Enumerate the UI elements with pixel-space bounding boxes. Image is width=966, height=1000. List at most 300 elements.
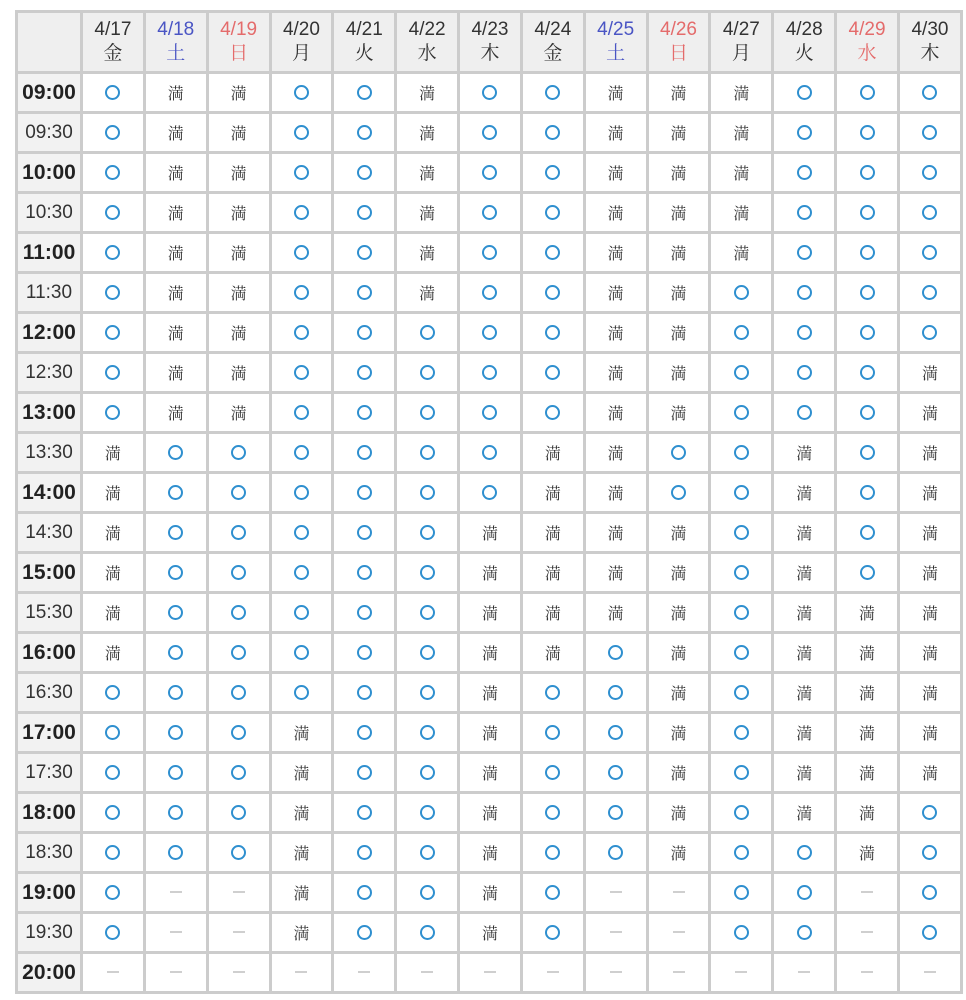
slot-available[interactable] — [334, 74, 397, 114]
slot-available[interactable] — [83, 74, 146, 114]
slot-available[interactable] — [523, 154, 586, 194]
date-label: 4/28 — [785, 19, 823, 40]
slot-full — [146, 154, 209, 194]
slot-full — [774, 794, 837, 834]
slot-available[interactable] — [83, 274, 146, 314]
slot-available[interactable] — [334, 634, 397, 674]
slot-available[interactable] — [460, 274, 523, 314]
slot-available[interactable] — [711, 554, 774, 594]
slot-available[interactable] — [334, 314, 397, 354]
timeslot-row — [18, 234, 963, 274]
slot-full — [209, 274, 272, 314]
slot-available[interactable] — [711, 714, 774, 754]
slot-unavailable — [397, 954, 460, 994]
slot-available[interactable] — [83, 674, 146, 714]
slot-available[interactable] — [523, 714, 586, 754]
slot-available[interactable] — [523, 794, 586, 834]
slot-available[interactable] — [397, 394, 460, 434]
slot-available[interactable] — [460, 114, 523, 154]
available-circle-icon — [231, 805, 246, 820]
slot-available[interactable] — [209, 834, 272, 874]
slot-full — [209, 234, 272, 274]
full-label: 満 — [796, 486, 813, 503]
full-label: 満 — [293, 886, 310, 903]
slot-available[interactable] — [397, 714, 460, 754]
slot-available[interactable] — [397, 874, 460, 914]
slot-available[interactable] — [711, 674, 774, 714]
slot-available[interactable] — [837, 554, 900, 594]
slot-available[interactable] — [774, 394, 837, 434]
date-header-row — [18, 13, 963, 74]
full-label: 満 — [293, 846, 310, 863]
slot-available[interactable] — [711, 634, 774, 674]
slot-full — [83, 474, 146, 514]
slot-available[interactable] — [837, 114, 900, 154]
dash-icon — [673, 971, 685, 973]
slot-full — [649, 554, 712, 594]
slot-unavailable — [774, 954, 837, 994]
slot-available[interactable] — [900, 74, 963, 114]
slot-unavailable — [209, 914, 272, 954]
slot-available[interactable] — [83, 714, 146, 754]
full-label: 満 — [859, 646, 876, 663]
slot-full — [649, 514, 712, 554]
slot-available[interactable] — [334, 874, 397, 914]
slot-available[interactable] — [146, 634, 209, 674]
dash-icon — [170, 971, 182, 973]
slot-available[interactable] — [523, 234, 586, 274]
slot-available[interactable] — [209, 674, 272, 714]
available-circle-icon — [294, 685, 309, 700]
slot-available[interactable] — [460, 234, 523, 274]
slot-available[interactable] — [397, 594, 460, 634]
full-label: 満 — [796, 526, 813, 543]
slot-available[interactable] — [523, 874, 586, 914]
slot-full — [649, 834, 712, 874]
slot-available[interactable] — [711, 834, 774, 874]
slot-available[interactable] — [586, 714, 649, 754]
slot-available[interactable] — [523, 674, 586, 714]
slot-available[interactable] — [83, 754, 146, 794]
full-label: 満 — [419, 86, 436, 103]
full-label: 満 — [481, 886, 498, 903]
slot-available[interactable] — [837, 154, 900, 194]
slot-available[interactable] — [146, 554, 209, 594]
full-label: 満 — [419, 126, 436, 143]
slot-available[interactable] — [460, 74, 523, 114]
slot-available[interactable] — [334, 754, 397, 794]
slot-available[interactable] — [334, 434, 397, 474]
slot-available[interactable] — [649, 434, 712, 474]
time-label: 13:30 — [18, 434, 83, 474]
slot-available[interactable] — [586, 674, 649, 714]
slot-full — [397, 74, 460, 114]
full-label: 満 — [167, 286, 184, 303]
available-circle-icon — [357, 485, 372, 500]
slot-available[interactable] — [272, 594, 335, 634]
slot-available[interactable] — [209, 634, 272, 674]
slot-available[interactable] — [649, 474, 712, 514]
full-label: 満 — [607, 126, 624, 143]
available-circle-icon — [420, 445, 435, 460]
slot-full — [460, 594, 523, 634]
slot-available[interactable] — [272, 434, 335, 474]
slot-available[interactable] — [334, 834, 397, 874]
slot-available[interactable] — [774, 194, 837, 234]
slot-available[interactable] — [774, 354, 837, 394]
slot-full — [586, 314, 649, 354]
slot-available[interactable] — [711, 434, 774, 474]
slot-available[interactable] — [711, 594, 774, 634]
slot-available[interactable] — [586, 754, 649, 794]
slot-available[interactable] — [83, 874, 146, 914]
slot-full — [649, 634, 712, 674]
slot-full — [900, 554, 963, 594]
full-label: 満 — [104, 486, 121, 503]
slot-available[interactable] — [334, 674, 397, 714]
slot-available[interactable] — [334, 394, 397, 434]
slot-available[interactable] — [460, 194, 523, 234]
slot-available[interactable] — [334, 274, 397, 314]
weekday-label: 金 — [103, 43, 123, 64]
timeslot-row — [18, 674, 963, 714]
slot-full — [397, 154, 460, 194]
slot-available[interactable] — [334, 474, 397, 514]
slot-available[interactable] — [272, 194, 335, 234]
slot-available[interactable] — [523, 274, 586, 314]
slot-available[interactable] — [83, 794, 146, 834]
slot-available[interactable] — [397, 914, 460, 954]
full-label: 満 — [419, 166, 436, 183]
available-circle-icon — [357, 165, 372, 180]
slot-available[interactable] — [272, 314, 335, 354]
slot-available[interactable] — [83, 834, 146, 874]
full-label: 満 — [481, 846, 498, 863]
full-label: 満 — [104, 446, 121, 463]
slot-available[interactable] — [900, 914, 963, 954]
slot-full — [146, 74, 209, 114]
slot-available[interactable] — [146, 514, 209, 554]
slot-available[interactable] — [209, 794, 272, 834]
slot-full — [837, 834, 900, 874]
slot-available[interactable] — [523, 74, 586, 114]
full-label: 満 — [544, 446, 561, 463]
slot-available[interactable] — [209, 474, 272, 514]
slot-available[interactable] — [837, 514, 900, 554]
slot-available[interactable] — [209, 714, 272, 754]
slot-available[interactable] — [334, 914, 397, 954]
slot-full — [272, 874, 335, 914]
available-circle-icon — [545, 285, 560, 300]
slot-full — [272, 714, 335, 754]
slot-available[interactable] — [334, 234, 397, 274]
slot-available[interactable] — [523, 314, 586, 354]
slot-full — [397, 114, 460, 154]
slot-available[interactable] — [397, 354, 460, 394]
slot-available[interactable] — [146, 594, 209, 634]
full-label: 満 — [481, 566, 498, 583]
slot-available[interactable] — [837, 354, 900, 394]
timeslot-row — [18, 274, 963, 314]
slot-available[interactable] — [83, 194, 146, 234]
available-circle-icon — [860, 365, 875, 380]
slot-available[interactable] — [711, 754, 774, 794]
slot-available[interactable] — [523, 114, 586, 154]
slot-available[interactable] — [397, 474, 460, 514]
slot-available[interactable] — [774, 274, 837, 314]
slot-available[interactable] — [523, 914, 586, 954]
slot-available[interactable] — [146, 754, 209, 794]
available-circle-icon — [168, 645, 183, 660]
full-label: 満 — [607, 86, 624, 103]
slot-available[interactable] — [397, 314, 460, 354]
slot-available[interactable] — [146, 794, 209, 834]
slot-unavailable — [649, 914, 712, 954]
full-label: 満 — [733, 206, 750, 223]
slot-available[interactable] — [334, 154, 397, 194]
slot-available[interactable] — [272, 474, 335, 514]
dash-icon — [295, 971, 307, 973]
slot-available[interactable] — [774, 234, 837, 274]
slot-available[interactable] — [523, 354, 586, 394]
slot-available[interactable] — [900, 154, 963, 194]
slot-available[interactable] — [209, 754, 272, 794]
time-label: 20:00 — [18, 954, 83, 994]
slot-available[interactable] — [334, 354, 397, 394]
slot-available[interactable] — [900, 314, 963, 354]
time-label: 17:00 — [18, 714, 83, 754]
slot-available[interactable] — [774, 154, 837, 194]
available-circle-icon — [734, 845, 749, 860]
slot-available[interactable] — [900, 794, 963, 834]
slot-available[interactable] — [837, 394, 900, 434]
slot-full — [586, 274, 649, 314]
slot-full — [649, 114, 712, 154]
slot-available[interactable] — [774, 114, 837, 154]
full-label: 満 — [796, 566, 813, 583]
slot-available[interactable] — [397, 754, 460, 794]
slot-available[interactable] — [83, 154, 146, 194]
dash-icon — [861, 971, 873, 973]
slot-available[interactable] — [209, 554, 272, 594]
available-circle-icon — [420, 765, 435, 780]
slot-available[interactable] — [272, 154, 335, 194]
slot-available[interactable] — [397, 794, 460, 834]
slot-available[interactable] — [460, 434, 523, 474]
full-label: 満 — [670, 526, 687, 543]
available-circle-icon — [482, 165, 497, 180]
slot-available[interactable] — [146, 714, 209, 754]
slot-available[interactable] — [711, 514, 774, 554]
slot-available[interactable] — [83, 914, 146, 954]
slot-available[interactable] — [334, 714, 397, 754]
full-label: 満 — [544, 486, 561, 503]
time-label: 11:00 — [18, 234, 83, 274]
slot-available[interactable] — [460, 154, 523, 194]
slot-available[interactable] — [837, 274, 900, 314]
available-circle-icon — [105, 365, 120, 380]
available-circle-icon — [860, 325, 875, 340]
slot-full — [460, 754, 523, 794]
timeslot-row — [18, 514, 963, 554]
availability-table — [15, 10, 963, 994]
slot-available[interactable] — [711, 354, 774, 394]
slot-available[interactable] — [711, 474, 774, 514]
available-circle-icon — [357, 525, 372, 540]
slot-available[interactable] — [334, 194, 397, 234]
slot-available[interactable] — [334, 794, 397, 834]
slot-available[interactable] — [900, 874, 963, 914]
slot-available[interactable] — [209, 594, 272, 634]
slot-available[interactable] — [83, 354, 146, 394]
full-label: 満 — [670, 366, 687, 383]
slot-available[interactable] — [711, 874, 774, 914]
slot-available[interactable] — [774, 834, 837, 874]
slot-available[interactable] — [900, 274, 963, 314]
slot-available[interactable] — [837, 74, 900, 114]
slot-available[interactable] — [209, 514, 272, 554]
slot-available[interactable] — [272, 274, 335, 314]
slot-available[interactable] — [837, 434, 900, 474]
slot-available[interactable] — [83, 314, 146, 354]
slot-available[interactable] — [397, 834, 460, 874]
available-circle-icon — [357, 645, 372, 660]
full-label: 満 — [859, 846, 876, 863]
slot-full — [900, 634, 963, 674]
slot-available[interactable] — [460, 394, 523, 434]
slot-available[interactable] — [397, 514, 460, 554]
slot-available[interactable] — [900, 114, 963, 154]
available-circle-icon — [420, 725, 435, 740]
slot-available[interactable] — [586, 634, 649, 674]
slot-available[interactable] — [272, 634, 335, 674]
full-label: 満 — [167, 246, 184, 263]
slot-available[interactable] — [83, 114, 146, 154]
slot-available[interactable] — [837, 194, 900, 234]
date-header-4-25 — [586, 13, 649, 74]
slot-available[interactable] — [272, 394, 335, 434]
slot-unavailable — [586, 954, 649, 994]
available-circle-icon — [357, 765, 372, 780]
slot-available[interactable] — [83, 234, 146, 274]
slot-available[interactable] — [460, 354, 523, 394]
slot-available[interactable] — [397, 554, 460, 594]
available-circle-icon — [231, 525, 246, 540]
slot-available[interactable] — [146, 834, 209, 874]
slot-available[interactable] — [523, 834, 586, 874]
slot-available[interactable] — [83, 394, 146, 434]
available-circle-icon — [482, 245, 497, 260]
slot-available[interactable] — [397, 434, 460, 474]
slot-available[interactable] — [711, 794, 774, 834]
slot-full — [649, 354, 712, 394]
slot-available[interactable] — [711, 914, 774, 954]
available-circle-icon — [294, 325, 309, 340]
slot-available[interactable] — [523, 394, 586, 434]
slot-available[interactable] — [900, 834, 963, 874]
slot-available[interactable] — [146, 674, 209, 714]
slot-available[interactable] — [837, 314, 900, 354]
available-circle-icon — [860, 485, 875, 500]
available-circle-icon — [797, 245, 812, 260]
slot-available[interactable] — [334, 594, 397, 634]
slot-available[interactable] — [209, 434, 272, 474]
full-label: 満 — [733, 126, 750, 143]
slot-available[interactable] — [272, 114, 335, 154]
available-circle-icon — [922, 245, 937, 260]
full-label: 満 — [921, 686, 938, 703]
slot-available[interactable] — [774, 314, 837, 354]
dash-icon — [170, 891, 182, 893]
weekday-label: 水 — [857, 43, 877, 64]
slot-available[interactable] — [272, 354, 335, 394]
slot-available[interactable] — [334, 514, 397, 554]
slot-full — [209, 114, 272, 154]
available-circle-icon — [545, 85, 560, 100]
slot-available[interactable] — [460, 314, 523, 354]
slot-full — [900, 594, 963, 634]
slot-available[interactable] — [272, 234, 335, 274]
slot-full — [146, 234, 209, 274]
available-circle-icon — [420, 645, 435, 660]
available-circle-icon — [294, 565, 309, 580]
full-label: 満 — [607, 446, 624, 463]
slot-available[interactable] — [774, 874, 837, 914]
slot-available[interactable] — [837, 234, 900, 274]
available-circle-icon — [734, 565, 749, 580]
available-circle-icon — [545, 765, 560, 780]
available-circle-icon — [671, 485, 686, 500]
slot-available[interactable] — [774, 74, 837, 114]
slot-full — [209, 394, 272, 434]
available-circle-icon — [168, 485, 183, 500]
slot-available[interactable] — [397, 634, 460, 674]
slot-available[interactable] — [334, 554, 397, 594]
slot-available[interactable] — [272, 554, 335, 594]
full-label: 満 — [293, 766, 310, 783]
slot-available[interactable] — [272, 514, 335, 554]
slot-available[interactable] — [146, 434, 209, 474]
slot-available[interactable] — [900, 234, 963, 274]
slot-available[interactable] — [146, 474, 209, 514]
slot-available[interactable] — [523, 194, 586, 234]
slot-available[interactable] — [711, 274, 774, 314]
full-label: 満 — [796, 446, 813, 463]
full-label: 満 — [293, 806, 310, 823]
time-label: 18:00 — [18, 794, 83, 834]
full-label: 満 — [670, 766, 687, 783]
slot-available[interactable] — [523, 754, 586, 794]
slot-available[interactable] — [460, 474, 523, 514]
slot-available[interactable] — [900, 194, 963, 234]
slot-available[interactable] — [586, 834, 649, 874]
full-label: 満 — [481, 526, 498, 543]
slot-available[interactable] — [774, 914, 837, 954]
slot-available[interactable] — [334, 114, 397, 154]
available-circle-icon — [608, 725, 623, 740]
full-label: 満 — [104, 646, 121, 663]
slot-available[interactable] — [397, 674, 460, 714]
slot-available[interactable] — [586, 794, 649, 834]
slot-available[interactable] — [711, 394, 774, 434]
available-circle-icon — [105, 765, 120, 780]
slot-available[interactable] — [711, 314, 774, 354]
slot-available[interactable] — [837, 474, 900, 514]
available-circle-icon — [231, 445, 246, 460]
slot-available[interactable] — [272, 74, 335, 114]
slot-available[interactable] — [272, 674, 335, 714]
slot-full — [711, 234, 774, 274]
